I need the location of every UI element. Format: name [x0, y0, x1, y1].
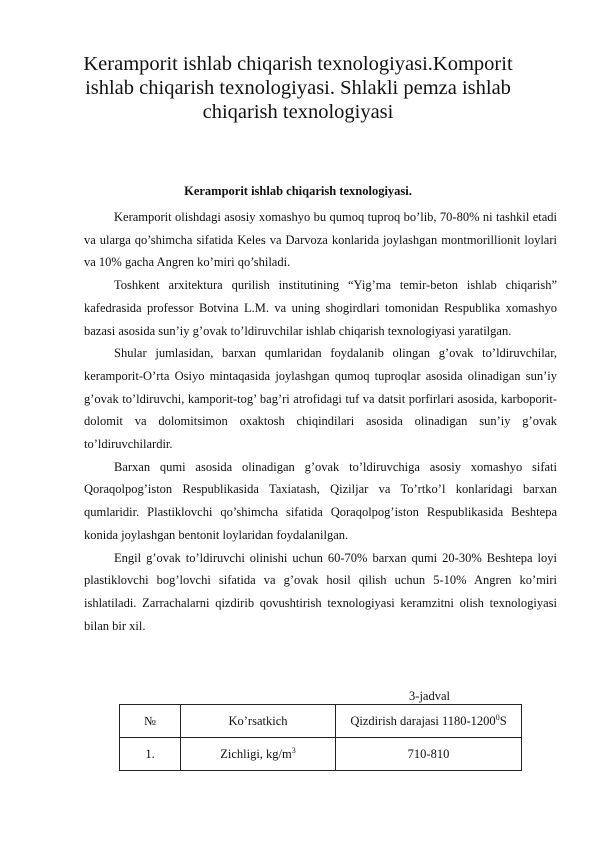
- table-row: [120, 738, 522, 771]
- header-heating-text: Qizdirish darajasi 1180-1200: [350, 713, 496, 728]
- table-header-row: [120, 705, 522, 738]
- unit-superscript: 3: [291, 745, 296, 755]
- spec-table: [119, 704, 522, 771]
- degree-superscript: 0: [495, 712, 500, 722]
- section-heading: Keramporit ishlab chiqarish texnologiyasi.: [184, 184, 412, 198]
- cell-indicator: [181, 738, 336, 771]
- body-text: [84, 206, 557, 637]
- header-heating-unit: S: [499, 713, 507, 728]
- header-number: №: [120, 705, 181, 738]
- cell-number: 1.: [120, 738, 181, 771]
- header-indicator: Ko’rsatkich: [181, 705, 336, 738]
- paragraph: Toshkent arxitektura qurilish institutining “Yig’ma temir-beton ishlab chiqarish” kafedrasida professor Botvina L.M. va uning shogirdlari tomonidan Respublika xomashyo bazasi asosida sun’iy g’ovak to’ldiruvchilar ishlab chiqarish texnologiyasi yaratilgan.: [84, 278, 557, 338]
- paragraph: Shular jumlasidan, barxan qumlaridan foydalanib olingan g’ovak to’ldiruvchilar, keramporit-O’rta Osiyo mintaqasida joylashgan qumoq tuproqlar asosida olinadigan sun’iy g’ovak to’ldiruvchi, kamporit-tog’ bag’ri atrofidagi tuf va datsit porfirlari asosida, karboporit-dolomit va dolomitsimon oxaktosh chiqindilari asosida olinadigan sun’iy g’ovak to’ldiruvchilardir.: [84, 346, 557, 452]
- paragraph: Barxan qumi asosida olinadigan g’ovak to’ldiruvchiga asosiy xomashyo sifati Qoraqolpog’iston Respublikasida Taxiatash, Qiziljar va To’rtko’l konlaridagi barxan qumlaridir. Plastiklovchi qo’shimcha sifatida Qoraqolpog’iston Respublikasida Beshtepa konida joylashgan bentonit loylaridan foydalanilgan.: [84, 459, 557, 542]
- cell-indicator-text: Zichligi, kg/m: [220, 746, 292, 761]
- paragraph: Keramporit olishdagi asosiy xomashyo bu qumoq tuproq bo’lib, 70-80% ni tashkil etadi va ularga qo’shimcha sifatida Keles va Darvoza konlarida joylashgan montmorillionit loylari va 10% gacha Angren ko’miri qo’shiladi.: [84, 210, 557, 270]
- cell-value: 710-810: [336, 738, 522, 771]
- header-heating-level: [336, 705, 522, 738]
- document-title: Keramporit ishlab chiqarish texnologiyasi.Komporit ishlab chiqarish texnologiyasi. Shlakli pemza ishlab chiqarish texnologiyasi: [83, 53, 513, 123]
- paragraph: Engil g’ovak to’ldiruvchi olinishi uchun 60-70% barxan qumi 20-30% Beshtepa loyi plastiklovchi bog’lovchi sifatida va g’ovak hosil qilish uchun 5-10% Angren ko’miri ishlatiladi. Zarrachalarni qizdirib qovushtirish texnologiyasi keramzitni olish texnologiyasi bilan bir xil.: [84, 550, 557, 633]
- table-caption: 3-jadval: [409, 689, 450, 703]
